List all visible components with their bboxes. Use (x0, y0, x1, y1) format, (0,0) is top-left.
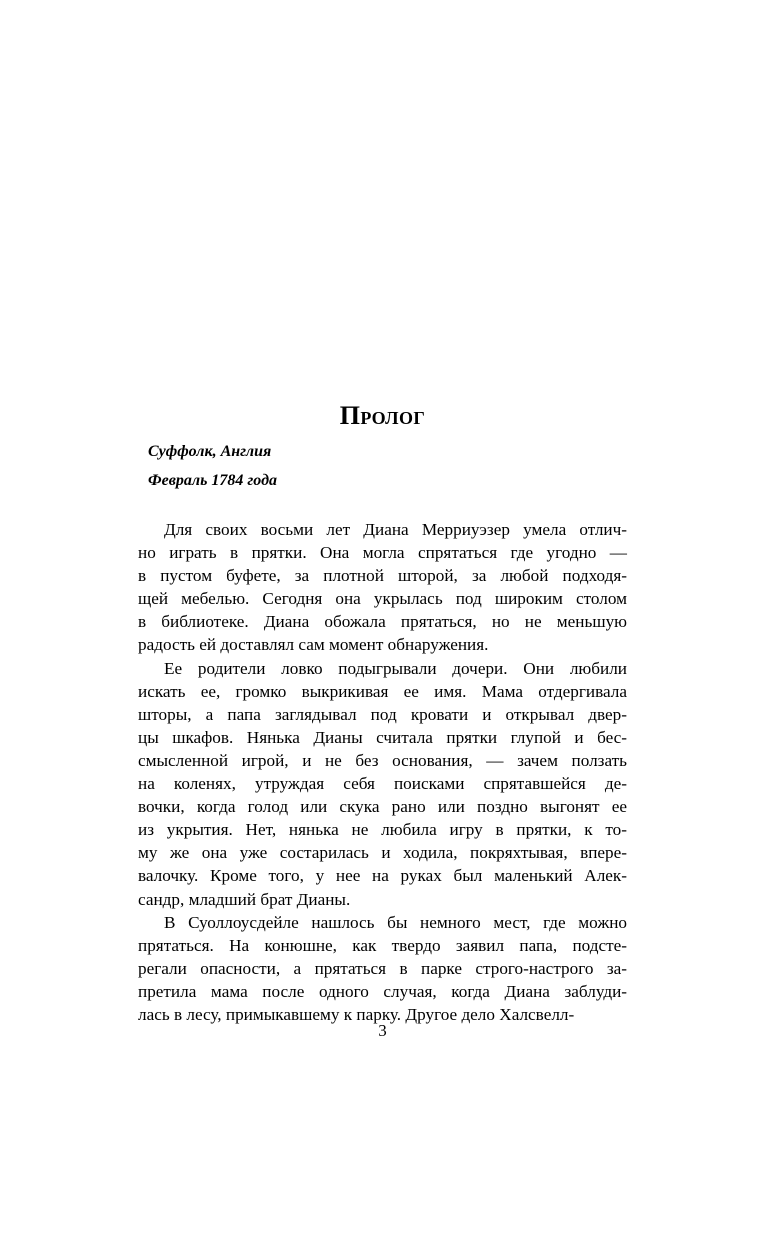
text-line: цы шкафов. Нянька Дианы считала прятки глупой и бес- (138, 727, 627, 747)
text-line: в пустом буфете, за плотной шторой, за любой подходя- (138, 566, 627, 586)
text-line: шторы, а папа заглядывал под кровати и открывал двер- (138, 704, 627, 724)
text-line: сандр, младший брат Дианы. (138, 889, 351, 909)
text-line: но играть в прятки. Она могла спрятаться где угодно — (138, 543, 627, 563)
text-line: радость ей доставлял сам момент обнаружения. (138, 635, 489, 655)
text-line: Ее родители ловко подыгрывали дочери. Они любили (164, 658, 627, 678)
paragraph (138, 911, 627, 1026)
text-line: В Суоллоусдейле нашлось бы немного мест, где можно (164, 912, 627, 932)
text-line: из укрытия. Нет, нянька не любила игру в прятки, к то- (138, 820, 627, 840)
body-text (138, 518, 627, 1026)
text-line: искать ее, громко выкрикивая ее имя. Мама отдергивала (138, 681, 627, 701)
setting-place: Суффолк, Англия (148, 443, 272, 460)
text-line: валочку. Кроме того, у нее на руках был маленький Алек- (138, 866, 627, 886)
text-line: в библиотеке. Диана обожала прятаться, но не меньшую (138, 612, 627, 632)
setting-date: Февраль 1784 года (148, 472, 278, 489)
chapter-title: Пролог (339, 401, 426, 431)
text-line: щей мебелью. Сегодня она укрылась под широким столом (138, 589, 627, 609)
text-line: лась в лесу, примыкавшему к парку. Другое дело Халсвелл- (138, 1004, 575, 1024)
text-line: на коленях, утруждая себя поисками спрятавшейся де- (138, 774, 627, 794)
text-line: смысленной игрой, и не без основания, — зачем ползать (138, 750, 627, 770)
text-line: претила мама после одного случая, когда Диана заблуди- (138, 981, 627, 1001)
text-line: Для своих восьми лет Диана Мерриуэзер умела отлич- (164, 520, 627, 539)
paragraph (138, 518, 627, 657)
text-line: регали опасности, а прятаться в парке строго-настрого за- (138, 958, 627, 978)
text-line: прятаться. На конюшне, как твердо заявил папа, подсте- (138, 935, 627, 955)
text-line: вочки, когда голод или скука рано или поздно выгонят ее (138, 797, 627, 817)
text-line: му же она уже состарилась и ходила, покряхтывая, впере- (138, 843, 627, 863)
setting-block (148, 437, 548, 495)
paragraph (138, 657, 627, 911)
page-number: 3 (378, 1021, 387, 1040)
